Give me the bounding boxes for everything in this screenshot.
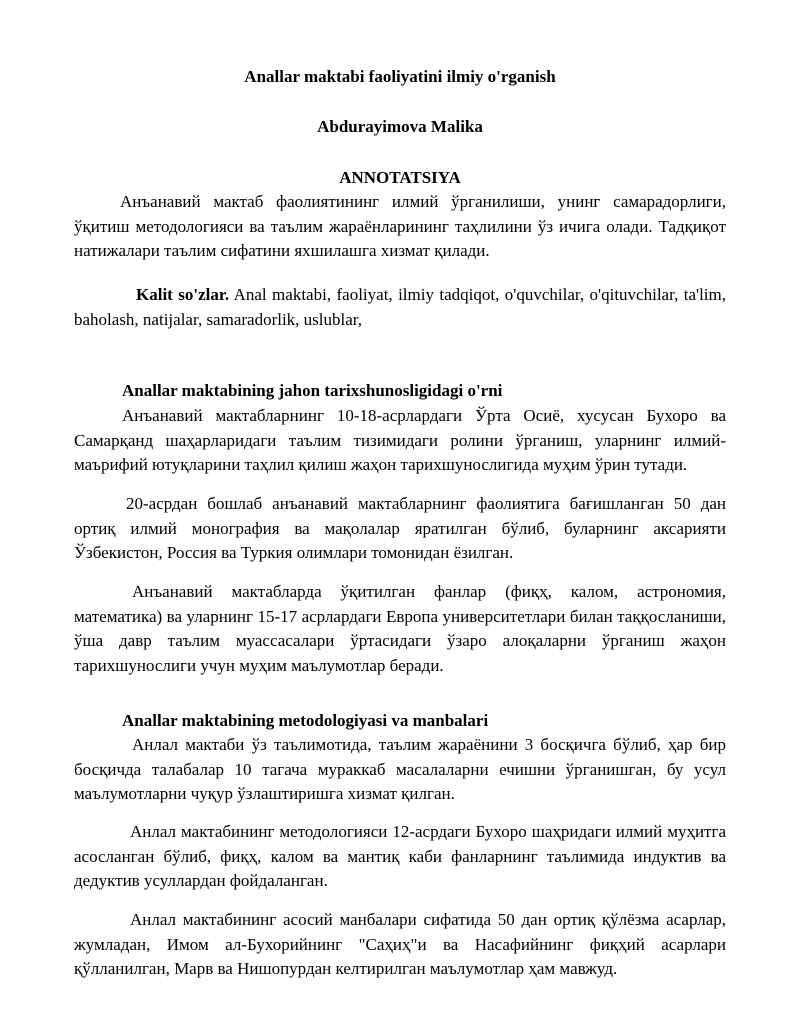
author-name: Abdurayimova Malika — [317, 117, 483, 136]
section1-heading: Anallar maktabining jahon tarixshunosligidagi o'rni — [122, 381, 503, 400]
keywords-paragraph — [74, 283, 726, 332]
section1-paragraph-2: 20-асрдан бошлаб анъанавий мактабларнинг фаолиятига бағишланган 50 дан ортиқ илмий монография ва мақолалар яратилган бўлиб, буларнинг аксарияти Ўзбекистон, Россия ва Туркия олимлари томонидан ёзилган. — [74, 494, 726, 562]
annotation-text: Анъанавий мактаб фаолиятининг илмий ўрганилиши, унинг самарадорлиги, ўқитиш методологияси ва таълим жараёнларининг таҳлилини ўз ичига олади. Тадқиқот натижалари таълим сифатини яхшилашга хизмат қилади. — [74, 192, 726, 260]
section2-paragraph-3: Анлал мактабининг асосий манбалари сифатида 50 дан ортиқ қўлёзма асарлар, жумладан, Имом ал-Бухорийнинг "Саҳиҳ"и ва Насафийнинг фиқҳий асарлари қўлланилган, Марв ва Нишопурдан келтирилган маълумотлар ҳам мавжуд. — [74, 910, 726, 978]
section1-paragraph-3: Анъанавий мактабларда ўқитилган фанлар (фиқҳ, калом, астрономия, математика) ва уларнинг 15-17 асрлардаги Европа университетлари билан таққосланиши, ўша давр таълим муассасалари ўртасидаги ўзаро алоқаларни ўрганиш жаҳон тарихшунослиги учун муҳим маълумотлар беради. — [74, 582, 726, 675]
annotation-heading: ANNOTATSIYA — [339, 168, 461, 187]
section2-paragraph-2: Анлал мактабининг методологияси 12-асрдаги Бухоро шаҳридаги илмий муҳитга асосланган бўлиб, фиқҳ, калом ва мантиқ каби фанларнинг таълимида индуктив ва дедуктив усуллардан фойдаланган. — [74, 822, 726, 890]
keywords-label: Kalit so'zlar. — [136, 285, 230, 304]
document-title: Anallar maktabi faoliyatini ilmiy o'rganish — [244, 67, 556, 86]
keywords-text: Anal maktabi, faoliyat, ilmiy tadqiqot, o'quvchilar, o'qituvchilar, ta'lim, baholash, natijalar, samaradorlik, uslublar, — [74, 285, 726, 329]
section1-paragraph-1: Анъанавий мактабларнинг 10-18-асрлардаги Ўрта Осиё, хусусан Бухоро ва Самарқанд шаҳарларидаги таълим тизимидаги ролини ўрганиш, уларнинг илмий-маърифий ютуқларини таҳлил қилиш жаҳон тарихшунослигида муҳим ўрин тутади. — [74, 406, 726, 474]
section2-paragraph-1: Анлал мактаби ўз таълимотида, таълим жараёнини 3 босқичга бўлиб, ҳар бир босқичда талабалар 10 тагача мураккаб масалаларни ечишни ўрганишган, бу усул маълумотларни чуқур ўзлаштиришга хизмат қилган. — [74, 735, 726, 803]
section2-heading: Anallar maktabining metodologiyasi va manbalari — [122, 711, 489, 730]
